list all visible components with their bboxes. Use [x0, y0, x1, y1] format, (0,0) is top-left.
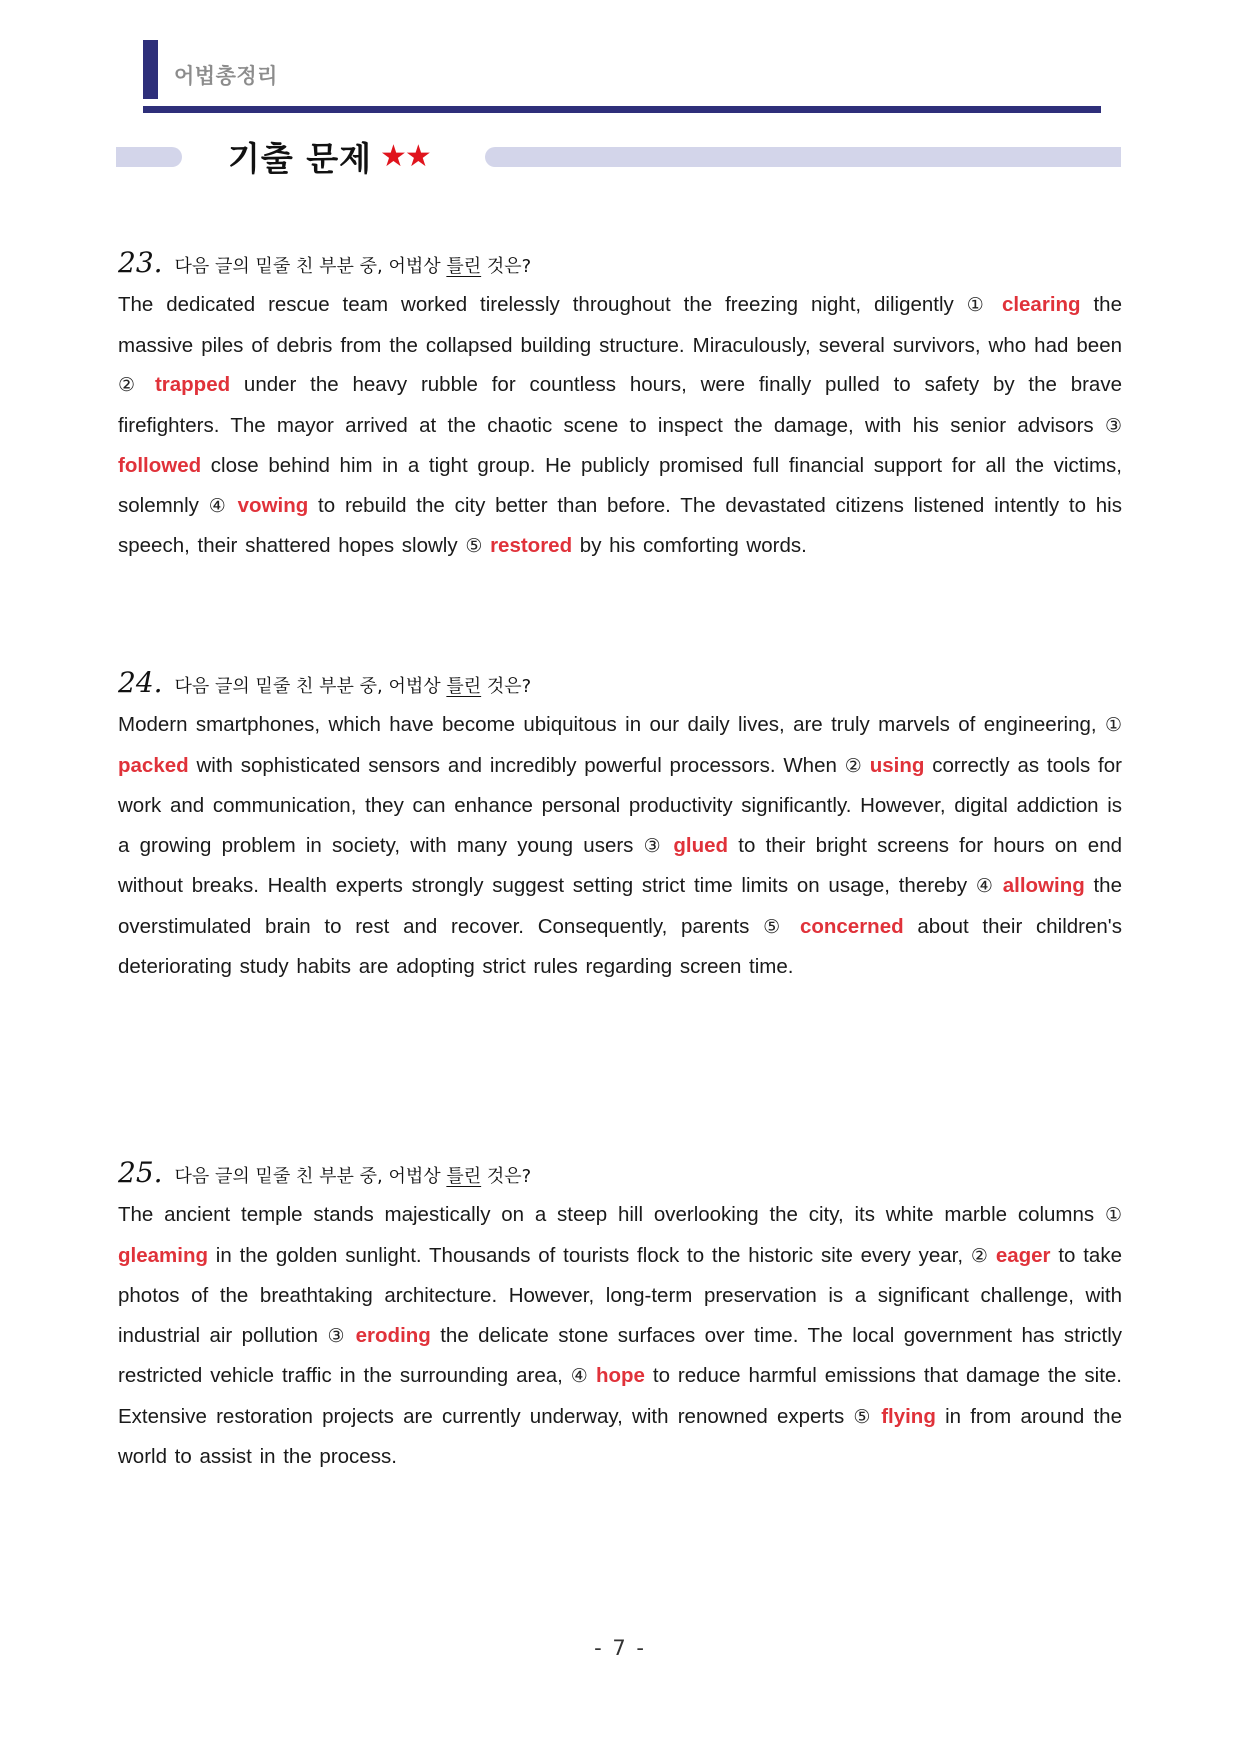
prompt-underlined: 틀린	[446, 1166, 482, 1187]
passage-text: correctly as tools for work and communication, they can enhance personal productivity significantly. However, digital addiction is a growing problem in society, with many young users	[118, 753, 1122, 857]
choice-marker: ①	[1104, 1204, 1122, 1226]
passage-text: about their children's deteriorating study habits are adopting strict rules regarding screen time.	[118, 914, 1122, 978]
prompt-text: 다음 글의 밑줄 친 부분 중, 어법상	[174, 256, 447, 277]
question-number: 23.	[118, 246, 163, 279]
passage-text	[994, 874, 1003, 897]
prompt-text-end: 것은?	[481, 256, 532, 277]
passage-text	[346, 1324, 355, 1347]
passage-text	[141, 373, 155, 396]
question-number: 24.	[118, 666, 163, 699]
choice-keyword: packed	[118, 753, 189, 777]
choice-marker: ⑤	[853, 1405, 872, 1428]
passage-text: close behind him in a tight group. He publicly promised full financial support for all the victims, solemnly	[118, 454, 1122, 517]
prompt-text-end: 것은?	[481, 676, 532, 697]
choice-keyword: vowing	[237, 493, 309, 517]
passage-text: the massive piles of debris from the collapsed building structure. Miraculously, several survivors, who had been	[118, 293, 1122, 357]
passage-text: in the golden sunlight. Thousands of tourists flock to the historic site every year,	[208, 1243, 971, 1267]
question-23	[118, 246, 1122, 567]
passage-text	[862, 754, 870, 777]
prompt-text: 다음 글의 밑줄 친 부분 중, 어법상	[174, 1166, 447, 1187]
passage-text: under the heavy rubble for countless hours, were finally pulled to safety by the brave firefighters. The mayor arrived at the chaotic scene to inspect the damage, with his senior advisors	[118, 373, 1122, 437]
question-number: 25.	[118, 1156, 163, 1189]
passage-text	[872, 1405, 881, 1428]
passage-text: in from around the world to assist in the process.	[118, 1404, 1122, 1468]
choice-marker: ③	[643, 834, 664, 857]
passage-text	[588, 1364, 596, 1387]
choice-marker: ④	[208, 494, 228, 517]
choice-marker: ④	[975, 875, 994, 897]
choice-marker: ①	[1104, 714, 1122, 736]
passage-text: The dedicated rescue team worked tirelessly throughout the freezing night, diligently	[118, 293, 967, 316]
passage-text: to take photos of the breathtaking architecture. However, long-term preservation is a significant challenge, with industrial air pollution	[118, 1243, 1122, 1347]
passage-text	[786, 915, 800, 938]
header-title: 어법총정리	[174, 64, 278, 88]
banner-band-right	[485, 147, 1121, 167]
passage-text: with sophisticated sensors and incredibly powerful processors. When	[188, 753, 845, 777]
passage-text	[482, 534, 490, 557]
passage-text	[989, 293, 1002, 316]
passage-text: to rebuild the city better than before. The devastated citizens listened intently to his speech, their shattered hopes slowly	[118, 493, 1122, 557]
choice-marker: ④	[570, 1365, 589, 1387]
choice-marker: ⑤	[763, 915, 787, 938]
section-title: 기출 문제	[228, 138, 373, 178]
question-prompt	[175, 672, 532, 698]
page-number: - 7 -	[594, 1636, 646, 1660]
choice-marker: ②	[970, 1244, 988, 1267]
question-passage	[118, 705, 1122, 987]
choice-marker: ②	[118, 374, 142, 396]
question-header	[118, 666, 1122, 699]
question-25	[118, 1156, 1122, 1477]
choice-marker: ⑤	[465, 535, 483, 557]
passage-text: Modern smartphones, which have become ubiquitous in our daily lives, are truly marvels of engineering,	[118, 713, 1105, 736]
question-header	[118, 246, 1122, 279]
passage-text: the delicate stone surfaces over time. The local government has strictly restricted vehicle traffic in the surrounding area,	[118, 1323, 1122, 1387]
choice-marker: ①	[966, 294, 989, 316]
section-banner	[228, 134, 430, 178]
choice-keyword: allowing	[1002, 874, 1085, 897]
passage-text	[988, 1244, 996, 1267]
header-rule	[143, 106, 1101, 113]
choice-keyword: glued	[673, 833, 729, 857]
choice-keyword: using	[869, 753, 925, 777]
choice-keyword: flying	[881, 1404, 936, 1428]
passage-text	[228, 494, 238, 517]
choice-keyword: hope	[595, 1364, 645, 1387]
passage-text: by his comforting words.	[572, 534, 807, 557]
choice-keyword: clearing	[1001, 293, 1081, 316]
passage-text	[663, 834, 673, 857]
header-accent-bar	[143, 40, 158, 99]
choice-marker: ②	[844, 754, 862, 777]
question-24	[118, 666, 1122, 987]
passage-text: The ancient temple stands majestically on a steep hill overlooking the city, its white marble columns	[118, 1203, 1105, 1226]
question-header	[118, 1156, 1122, 1189]
choice-marker: ③	[1104, 414, 1122, 437]
banner-band-left	[116, 147, 182, 167]
prompt-underlined: 틀린	[446, 256, 482, 277]
choice-marker: ③	[327, 1324, 347, 1347]
choice-keyword: gleaming	[118, 1243, 208, 1267]
prompt-text: 다음 글의 밑줄 친 부분 중, 어법상	[174, 676, 447, 697]
passage-text: to their bright screens for hours on end without breaks. Health experts strongly suggest setting strict time limits on usage, thereby	[118, 833, 1122, 897]
choice-keyword: trapped	[154, 373, 231, 396]
choice-keyword: eager	[995, 1243, 1051, 1267]
prompt-text-end: 것은?	[481, 1166, 532, 1187]
passage-text: to reduce harmful emissions that damage the site. Extensive restoration projects are currently underway, with renowned experts	[118, 1364, 1122, 1428]
passage-text: the overstimulated brain to rest and recover. Consequently, parents	[118, 874, 1122, 938]
choice-keyword: restored	[490, 534, 573, 557]
choice-keyword: followed	[118, 454, 202, 477]
question-passage	[118, 1195, 1122, 1477]
choice-keyword: eroding	[355, 1323, 431, 1347]
choice-keyword: concerned	[799, 914, 904, 938]
prompt-underlined: 틀린	[446, 676, 482, 697]
question-prompt	[175, 252, 532, 278]
difficulty-stars: ★★	[380, 138, 430, 174]
question-passage	[118, 285, 1122, 567]
question-prompt	[175, 1162, 532, 1188]
